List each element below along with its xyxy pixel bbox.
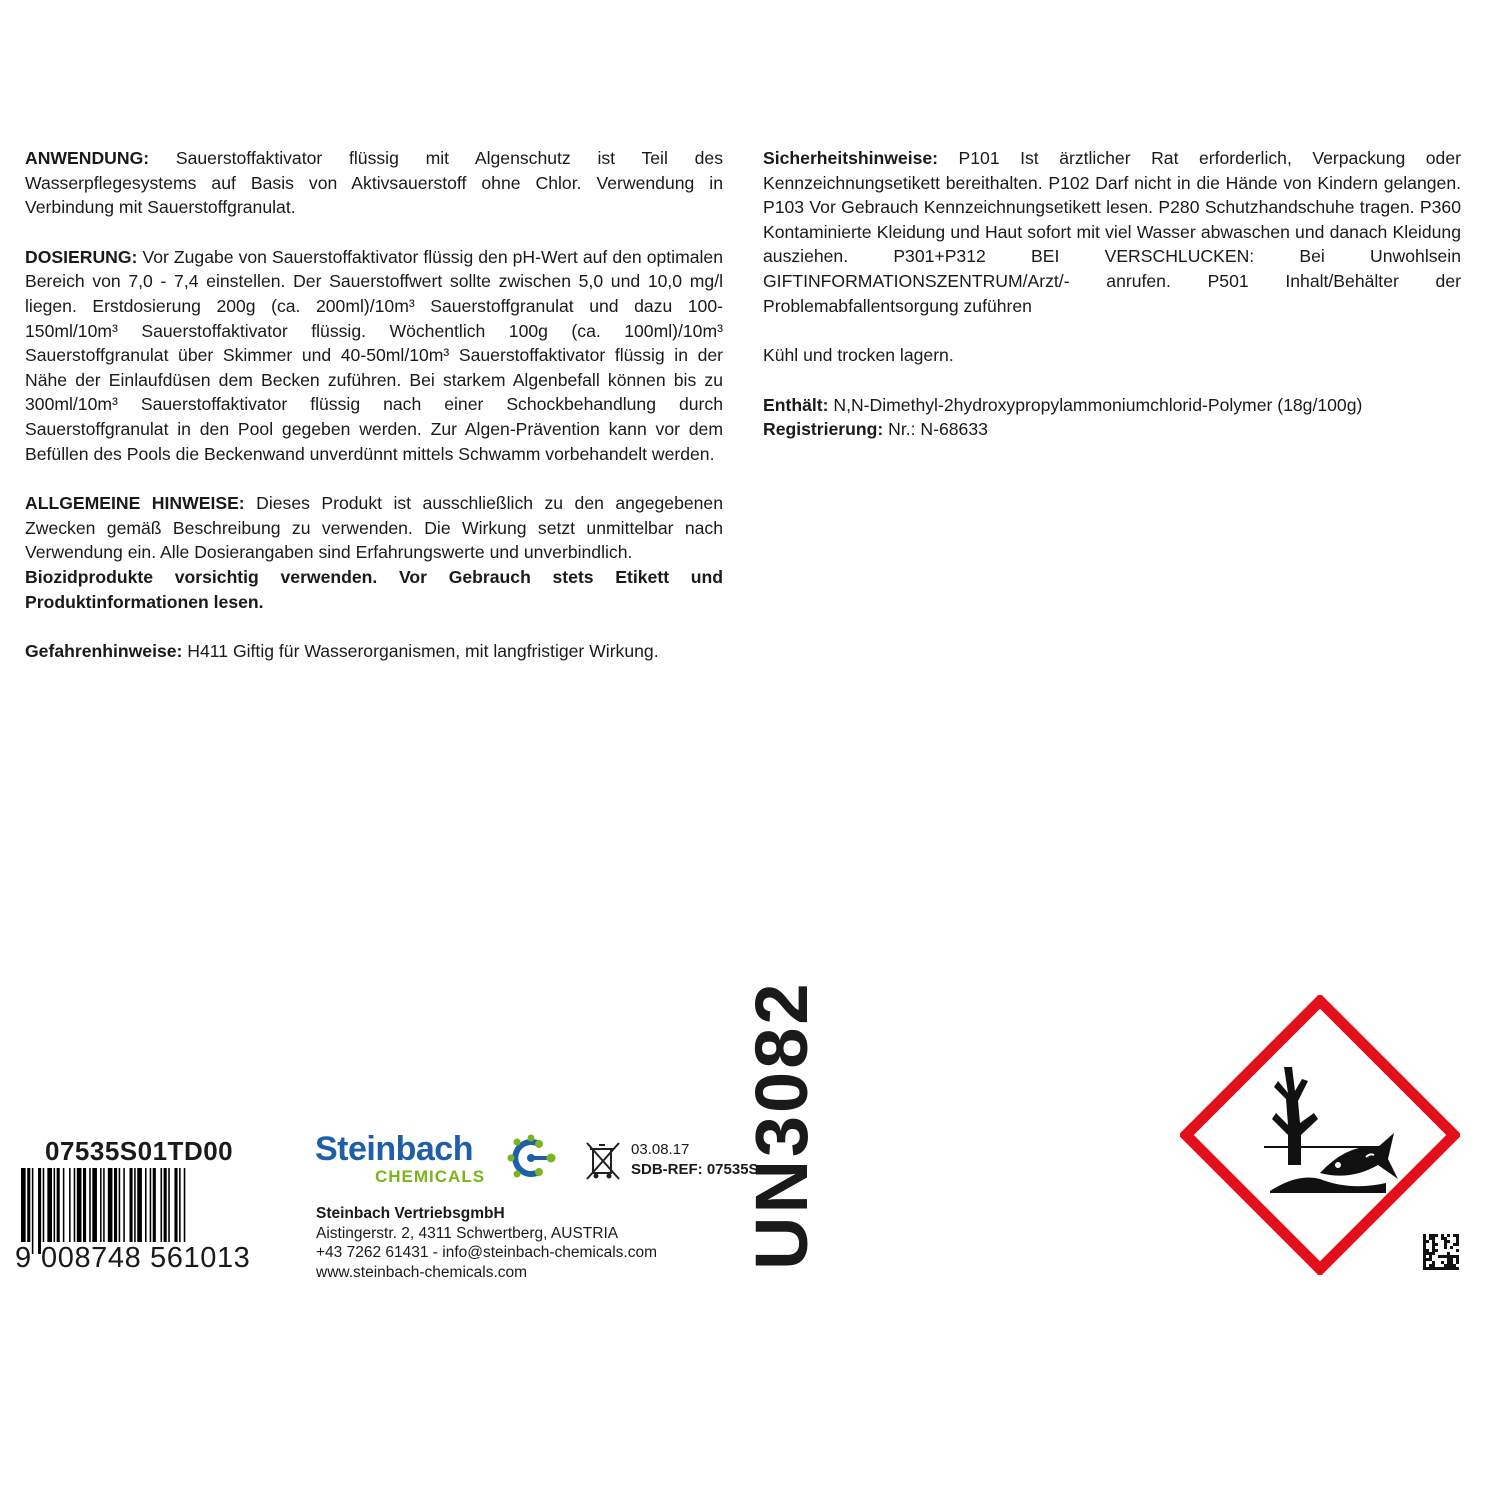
sicherheit-text: P101 Ist ärztlicher Rat erforderlich, Verpackung oder Kennzeichnungsetikett bereithalten. P102 Darf nicht in die Hände von Kindern gelangen. P103 Vor Gebrauch Kennzeichnungsetikett lesen. P280 Schutzhandschuhe tragen. P360 Kontaminierte Kleidung und Haut sofort mit viel Wasser abwaschen und danach Kleidung ausziehen. P301+P312 BEI VERSCHLUCKEN: Bei Unwohlsein GIFTINFORMATIONSZENTRUM/Arzt/- anrufen. P501 Inhalt/Behälter der Problemabfallentsorgung zuführen bbox=[763, 148, 1461, 316]
company-name: Steinbach VertriebsgmbH bbox=[316, 1205, 505, 1222]
allgemeine-paragraph bbox=[25, 491, 723, 565]
allgemeine-label: ALLGEMEINE HINWEISE: bbox=[25, 493, 245, 514]
brand-subtitle: CHEMICALS bbox=[375, 1167, 486, 1186]
registrierung-paragraph bbox=[763, 417, 1461, 442]
dosierung-paragraph bbox=[25, 245, 723, 466]
gefahren-label: Gefahrenhinweise: bbox=[25, 641, 183, 662]
brand-name: Steinbach bbox=[315, 1130, 473, 1168]
company-contact: +43 7262 61431 - info@steinbach-chemicals.com bbox=[316, 1244, 657, 1261]
lagerung-text: Kühl und trocken lagern. bbox=[763, 345, 954, 366]
allgemeine-text: Dieses Produkt ist ausschließlich zu den angegebenen Zwecken gemäß Beschreibung zu verwenden. Die Wirkung setzt unmittelbar nach Verwendung ein. Alle Dosierangaben sind Erfahrungswerte und unverbindlich. bbox=[25, 493, 723, 563]
environment-hazard-icon bbox=[1180, 995, 1460, 1275]
anwendung-text: Sauerstoffaktivator flüssig mit Algenschutz ist Teil des Wasserpflegesystems auf Basis von Aktivsauerstoff ohne Chlor. Verwendung in Verbindung mit Sauerstoffgranulat. bbox=[25, 148, 723, 218]
un-number: UN3082 bbox=[740, 980, 823, 1270]
sdb-reference: SDB-REF: 07535S bbox=[631, 1161, 759, 1178]
datamatrix-code-icon bbox=[1423, 1234, 1459, 1270]
dosierung-label: DOSIERUNG: bbox=[25, 246, 138, 267]
anwendung-paragraph bbox=[25, 146, 723, 220]
enthaelt-label: Enthält: bbox=[763, 394, 829, 415]
gefahren-paragraph bbox=[25, 639, 723, 664]
biozid-note-text: Biozidprodukte vorsichtig verwenden. Vor Gebrauch stets Etikett und Produktinformationen lesen. bbox=[25, 566, 723, 612]
sicherheit-paragraph bbox=[763, 146, 1461, 318]
article-code: 07535S01TD00 bbox=[45, 1136, 234, 1166]
ean-number: 008748 561013 bbox=[41, 1242, 251, 1274]
brand-logo bbox=[315, 1130, 560, 1190]
biozid-note bbox=[25, 565, 723, 614]
enthaelt-paragraph bbox=[763, 393, 1461, 418]
left-text-column bbox=[25, 146, 723, 689]
enthaelt-text: N,N-Dimethyl-2hydroxypropylammoniumchlorid-Polymer (18g/100g) bbox=[828, 394, 1363, 415]
right-text-column bbox=[763, 146, 1461, 467]
barcode-block bbox=[15, 1136, 285, 1276]
crossed-out-wheelie-bin-icon bbox=[583, 1140, 623, 1182]
sicherheit-label: Sicherheitshinweise: bbox=[763, 148, 939, 168]
ean-first-digit: 9 bbox=[15, 1242, 32, 1274]
document-date: 03.08.17 bbox=[631, 1141, 690, 1158]
company-address bbox=[316, 1204, 657, 1282]
company-street: Aistingerstr. 2, 4311 Schwertberg, AUSTRIA bbox=[316, 1224, 619, 1242]
company-web: www.steinbach-chemicals.com bbox=[316, 1263, 528, 1281]
registrierung-label: Registrierung: bbox=[763, 419, 884, 440]
anwendung-label: ANWENDUNG: bbox=[25, 148, 150, 168]
registrierung-text: Nr.: N-68633 bbox=[883, 419, 988, 440]
molecule-logo-icon bbox=[505, 1132, 557, 1184]
gefahren-text: H411 Giftig für Wasserorganismen, mit langfristiger Wirkung. bbox=[182, 641, 659, 662]
dosierung-text: Vor Zugabe von Sauerstoffaktivator flüssig den pH-Wert auf den optimalen Bereich von 7,0 - 7,4 einstellen. Der Sauerstoffwert sollte zwischen 5,0 und 10,0 mg/l liegen. Erstdosierung 200g (ca. 200ml)/10m³ Sauerstoffgranulat und dazu 100-150ml/10m³ Sauerstoffaktivator flüssig. Wöchentlich 100g (ca. 100ml)/10m³ Sauerstoffgranulat über Skimmer und 40-50ml/10m³ Sauerstoffaktivator flüssig in der Nähe der Einlaufdüsen dem Becken zuführen. Bei starkem Algenbefall können bis zu 300ml/10m³ Sauerstoffaktivator flüssig nach einer Schockbehandlung durch Sauerstoffgranulat in den Pool gegeben werden. Zur Algen-Prävention kann vor dem Befüllen des Pools die Beckenwand unverdünnt mittels Schwamm vorbehandelt werden. bbox=[25, 246, 723, 464]
